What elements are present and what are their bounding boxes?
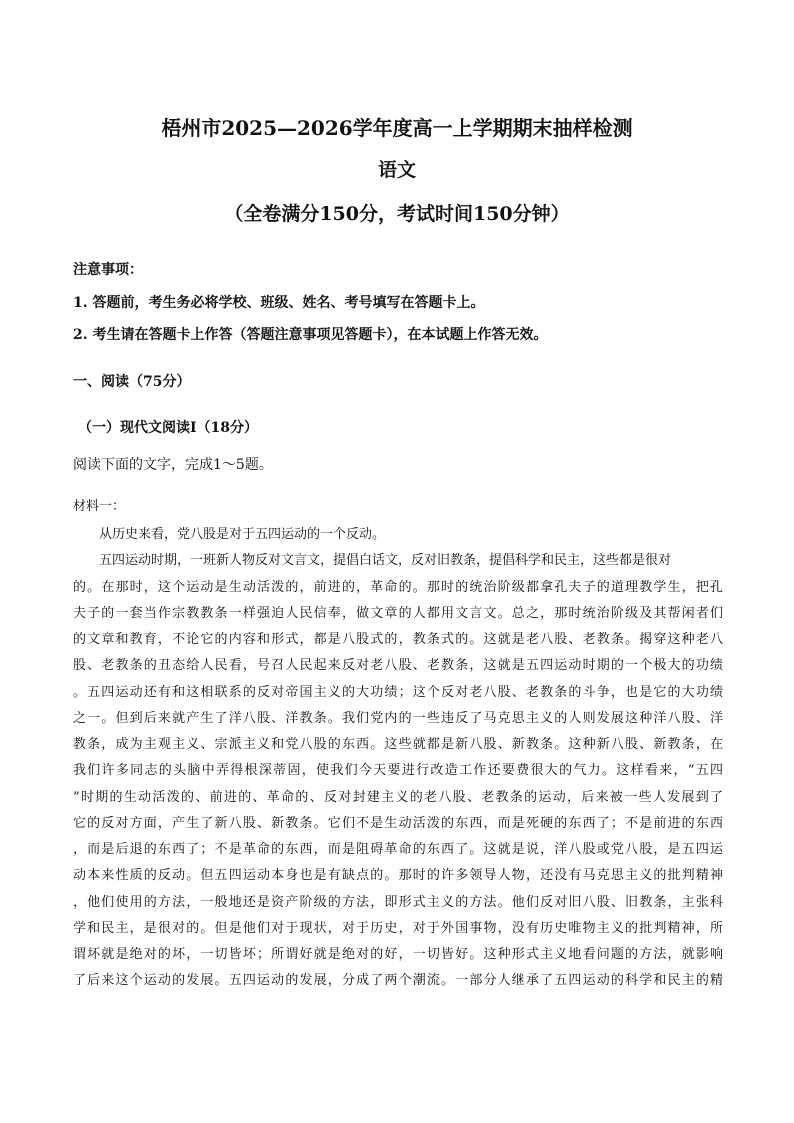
passage-line: 教条，成为主观主义、宗派主义和党八股的东西。这些就都是新八股、新教条。这种新八股、新教条，在	[73, 737, 723, 752]
passage-line: 它的反对方面，产生了新八股、新教条。它们不是生动活泼的东西，而是死硬的东西了；不是前进的东西	[73, 815, 723, 831]
passage-line: 股、老教条的丑态给人民看，号召人民起来反对老八股、老教条，这就是五四运动时期的一个极大的功绩	[73, 658, 723, 674]
passage-line: 的文章和教育，不论它的内容和形式，都是八股式的，教条式的。这就是老八股、老教条。揭穿这种老八	[73, 632, 723, 647]
passage-line: 之一。但到后来就产生了洋八股、洋教条。我们党内的一些违反了马克思主义的人则发展这种洋八股、洋	[73, 710, 723, 726]
exam-title: 梧州市2025—2026学年度高一上学期期末抽样检测	[161, 116, 633, 140]
note-item: 2. 考生请在答题卡上作答（答题注意事项见答题卡），在本试题上作答无效。	[73, 327, 548, 343]
passage-line: 从历史来看，党八股是对于五四运动的一个反动。	[99, 527, 386, 542]
passage-line: 学和民主，是很对的。但是他们对于现状，对于历史，对于外国事物，没有历史唯物主义的批判精神，所	[73, 920, 723, 936]
note-item: 1. 答题前，考生务必将学校、班级、姓名、考号填写在答题卡上。	[73, 295, 485, 311]
subsection-heading: （一）现代文阅读I（18分）	[78, 420, 259, 436]
passage-line: 动本来性质的反动。但五四运动本身也是有缺点的。那时的许多领导人物，还没有马克思主义的批判精神	[73, 868, 723, 884]
subject-title: 语文	[377, 159, 416, 181]
passage-line: 夫子的一套当作宗教教条一样强迫人民信奉，做文章的人都用文言文。总之，那时统治阶级及其帮闲者们	[73, 605, 723, 621]
section-heading: 一、阅读（75分）	[73, 374, 191, 390]
passage-line: 我们许多同志的头脑中弄得根深蒂固，使我们今天要进行改造工作还要费很大的气力。这样看来，“五四	[73, 763, 723, 779]
passage-line: 谓坏就是绝对的坏，一切皆坏；所谓好就是绝对的好，一切皆好。这种形式主义地看问题的方法，就影响	[73, 947, 723, 962]
reading-instruction: 阅读下面的文字，完成1～5题。	[73, 457, 273, 473]
passage-line: ，他们使用的方法，一般地还是资产阶级的方法，即形式主义的方法。他们反对旧八股、旧教条，主张科	[73, 894, 723, 910]
passage-line: ”时期的生动活泼的、前进的、革命的、反对封建主义的老八股、老教条的运动，后来被一些人发展到了	[73, 789, 723, 805]
material-label: 材料一：	[73, 499, 126, 514]
score-info: （全卷满分150分，考试时间150分钟）	[224, 203, 570, 225]
material-passage	[73, 522, 723, 995]
passage-line: ，而是后退的东西了；不是革命的东西，而是阻碍革命的东西了。这就是说，洋八股或党八股，是五四运	[73, 842, 723, 857]
passage-line: 了后来这个运动的发展。五四运动的发展，分成了两个潮流。一部分人继承了五四运动的科学和民主的精	[73, 973, 723, 989]
passage-line: 五四运动时期，一班新人物反对文言文，提倡白话文，反对旧教条，提倡科学和民主，这些都是很对	[99, 553, 672, 569]
notes-heading: 注意事项：	[73, 262, 143, 278]
passage-line: 的。在那时，这个运动是生动活泼的，前进的，革命的。那时的统治阶级都拿孔夫子的道理教学生，把孔	[73, 579, 723, 595]
passage-line: 。五四运动还有和这相联系的反对帝国主义的大功绩；这个反对老八股、老教条的斗争，也是它的大功绩	[73, 684, 723, 700]
